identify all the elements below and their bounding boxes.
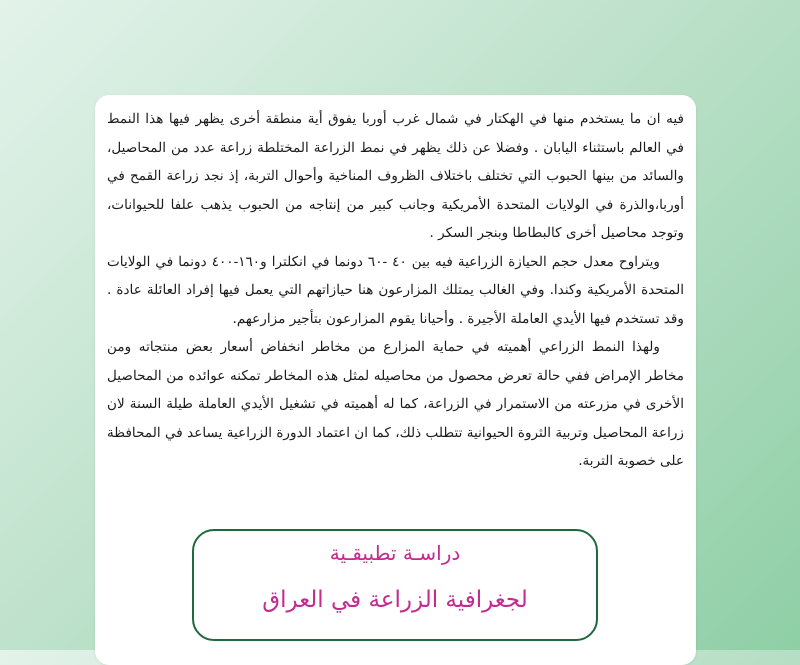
paragraph-1: فيه ان ما يستخدم منها في الهكتار في شمال غرب أوربا يفوق أية منطقة أخرى يظهر فيها هذا النمط في العالم باستثناء اليابان . وفضلا عن ذلك يظهر في نمط الزراعة المختلطة زراعة عدد من المحاصيل، والسائد من بينها الحبوب التي تختلف باختلاف الظروف المناخية وأحوال التربة، إذ نجد زراعة القمح في أوربا،والذرة في الولايات المتحدة الأمريكية وجانب كبير من إنتاجه من الحبوب يذهب علفا للحيوانات، وتوجد محاصيل أخرى كالبطاطا وبنجر السكر .: [107, 111, 684, 241]
title-textbox: [192, 529, 598, 641]
document-page: [95, 95, 696, 665]
body-text: [107, 105, 684, 476]
paragraph-3: ولهذا النمط الزراعي أهميته في حماية المزارع من مخاطر انخفاض أسعار بعض منتجاته ومن مخاطر الإمراض ففي حالة تعرض محصول من محاصيله لمثل هذه المخاطر تمكنه عوائده من المحاصيل الأخرى في مزرعته من الاستمرار في الزراعة، كما له أهميته في تشغيل الأيدي العاملة طيلة السنة لان زراعة المحاصيل وتربية الثروة الحيوانية تتطلب ذلك، كما ان اعتماد الدورة الزراعية يساعد في المحافظة على خصوبة التربة.: [107, 339, 684, 469]
textbox-line-1: دراسـة تطبيقـية: [329, 541, 461, 565]
textbox-line-2: لجغرافية الزراعة في العراق: [262, 587, 528, 613]
paragraph-2: ويتراوح معدل حجم الحيازة الزراعية فيه بين ٤٠ -٦٠ دونما في انكلترا و١٦٠-٤٠٠ دونما في الولايات المتحدة الأمريكية وكندا. وفي الغالب يمتلك المزارعون هنا حيازاتهم التي يعمل فيها إفراد العائلة عادة . وقد تستخدم فيها الأيدي العاملة الأجيرة . وأحيانا يقوم المزارعون بتأجير مزارعهم.: [107, 253, 684, 327]
